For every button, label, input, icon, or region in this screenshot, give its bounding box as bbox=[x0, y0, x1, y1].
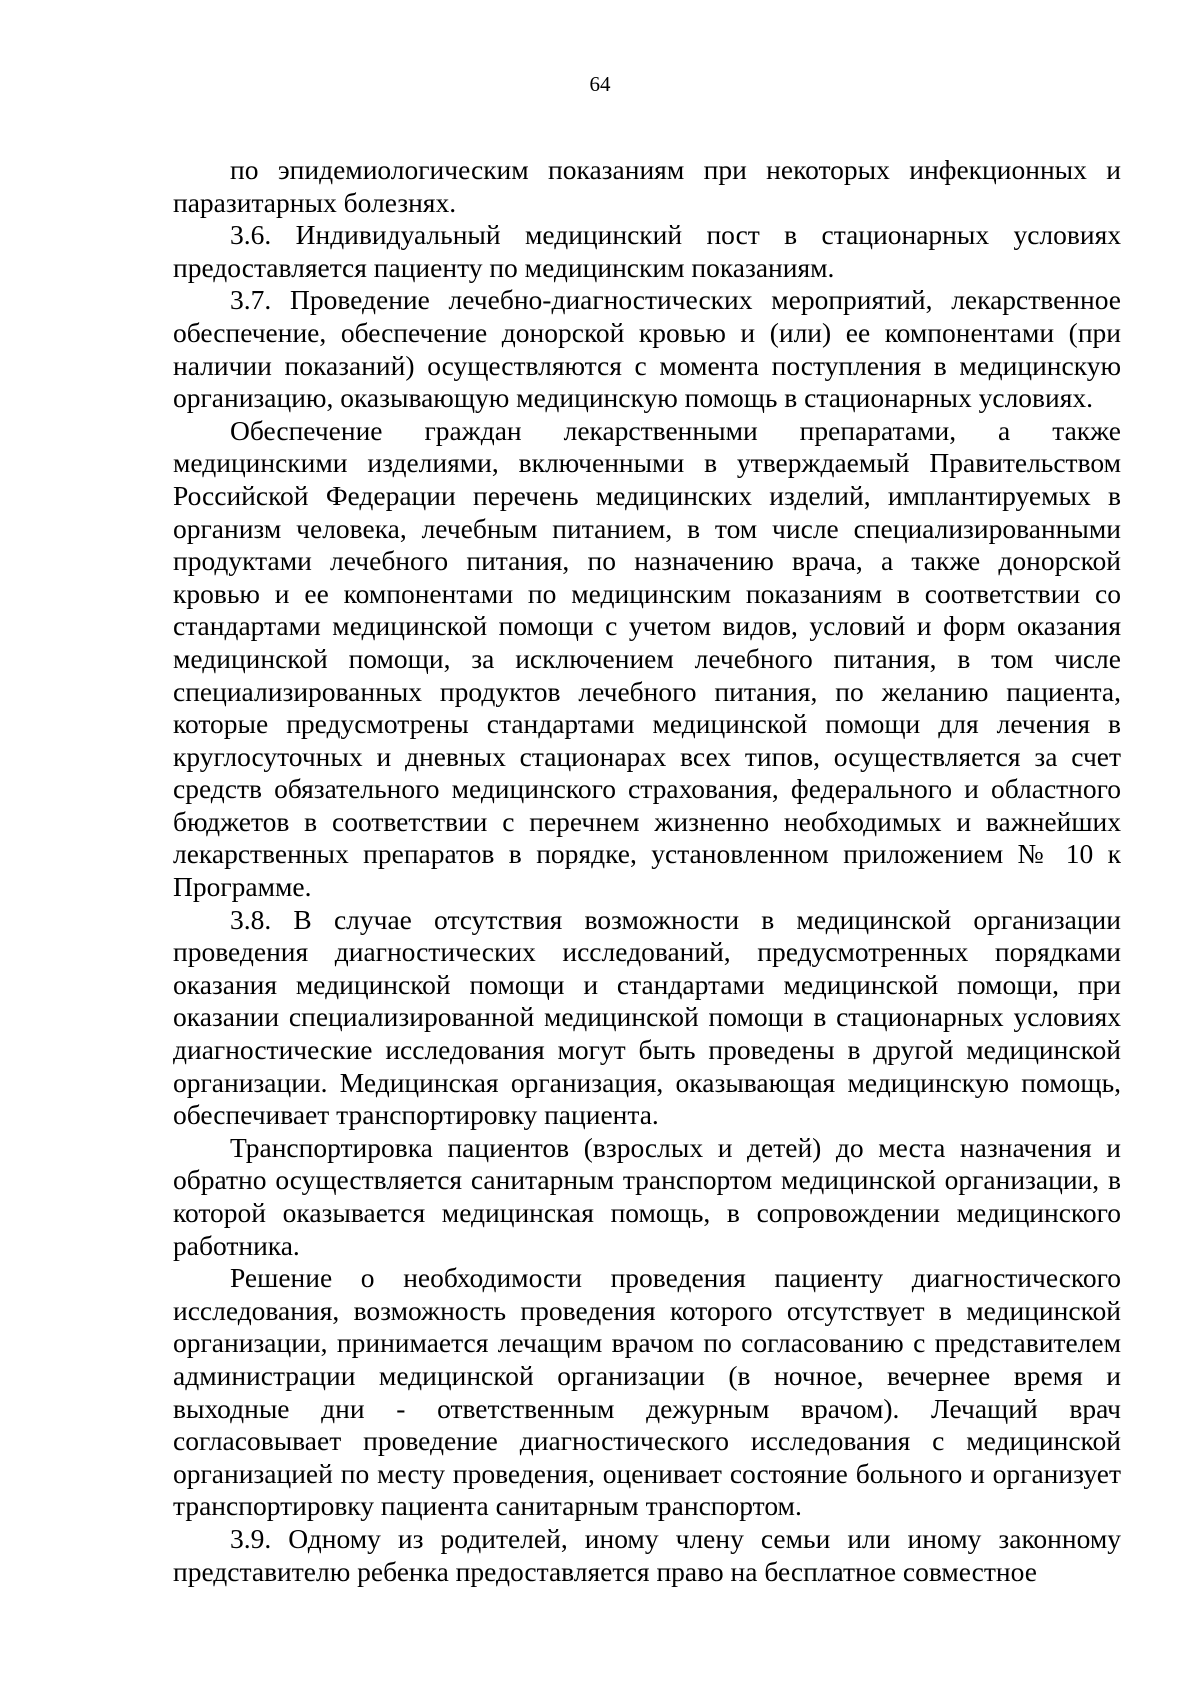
paragraph-transportation: Транспортировка пациентов (взрослых и детей) до места назначения и обратно осуществляется санитарным транспортом медицинской организации, в которой оказывается медицинская помощь, в сопровождении медицинского работника. bbox=[173, 1131, 1121, 1261]
document-body bbox=[173, 154, 1121, 1588]
paragraph-3-6: 3.6. Индивидуальный медицинский пост в стационарных условиях предоставляется пациенту по медицинским показаниям. bbox=[173, 219, 1121, 283]
paragraph-3-9: 3.9. Одному из родителей, иному члену семьи или иному законному представителю ребенка предоставляется право на бесплатное совместное bbox=[173, 1522, 1121, 1587]
page-number: 64 bbox=[589, 72, 611, 96]
paragraph-3-7: 3.7. Проведение лечебно-диагностических мероприятий, лекарственное обеспечение, обеспечение донорской кровью и (или) ее компонентами (при наличии показаний) осуществляются с момента поступления в медицинскую организацию, оказывающую медицинскую помощь в стационарных условиях. bbox=[173, 284, 1121, 414]
paragraph-drug-provision: Обеспечение граждан лекарственными препаратами, а также медицинскими изделиями, включенными в утверждаемый Правительством Российской Федерации перечень медицинских изделий, имплантируемых в организм человека, лечебным питанием, в том числе специализированными продуктами лечебного питания, по назначению врача, а также донорской кровью и ее компонентами по медицинским показаниям в соответствии со стандартами медицинской помощи с учетом видов, условий и форм оказания медицинской помощи, за исключением лечебного питания, в том числе специализированных продуктов лечебного питания, по желанию пациента, которые предусмотрены стандартами медицинской помощи для лечения в круглосуточных и дневных стационарах всех типов, осуществляется за счет средств обязательного медицинского страхования, федерального и областного бюджетов в соответствии с перечнем жизненно необходимых и важнейших лекарственных препаратов в порядке, установленном приложением № 10 к Программе. bbox=[173, 414, 1121, 903]
paragraph-decision: Решение о необходимости проведения пациенту диагностического исследования, возможность проведения которого отсутствует в медицинской организации, принимается лечащим врачом по согласованию с представителем администрации медицинской организации (в ночное, вечернее время и выходные дни - ответственным дежурным врачом). Лечащий врач согласовывает проведение диагностического исследования с медицинской организацией по месту проведения, оценивает состояние больного и организует транспортировку пациента санитарным транспортом. bbox=[173, 1262, 1121, 1522]
paragraph-continuation: по эпидемиологическим показаниям при некоторых инфекционных и паразитарных болезнях. bbox=[173, 154, 1121, 218]
paragraph-3-8: 3.8. В случае отсутствия возможности в медицинской организации проведения диагностических исследований, предусмотренных порядками оказания медицинской помощи и стандартами медицинской помощи, при оказании специализированной медицинской помощи в стационарных условиях диагностические исследования могут быть проведены в другой медицинской организации. Медицинская организация, оказывающая медицинскую помощь, обеспечивает транспортировку пациента. bbox=[173, 903, 1121, 1131]
